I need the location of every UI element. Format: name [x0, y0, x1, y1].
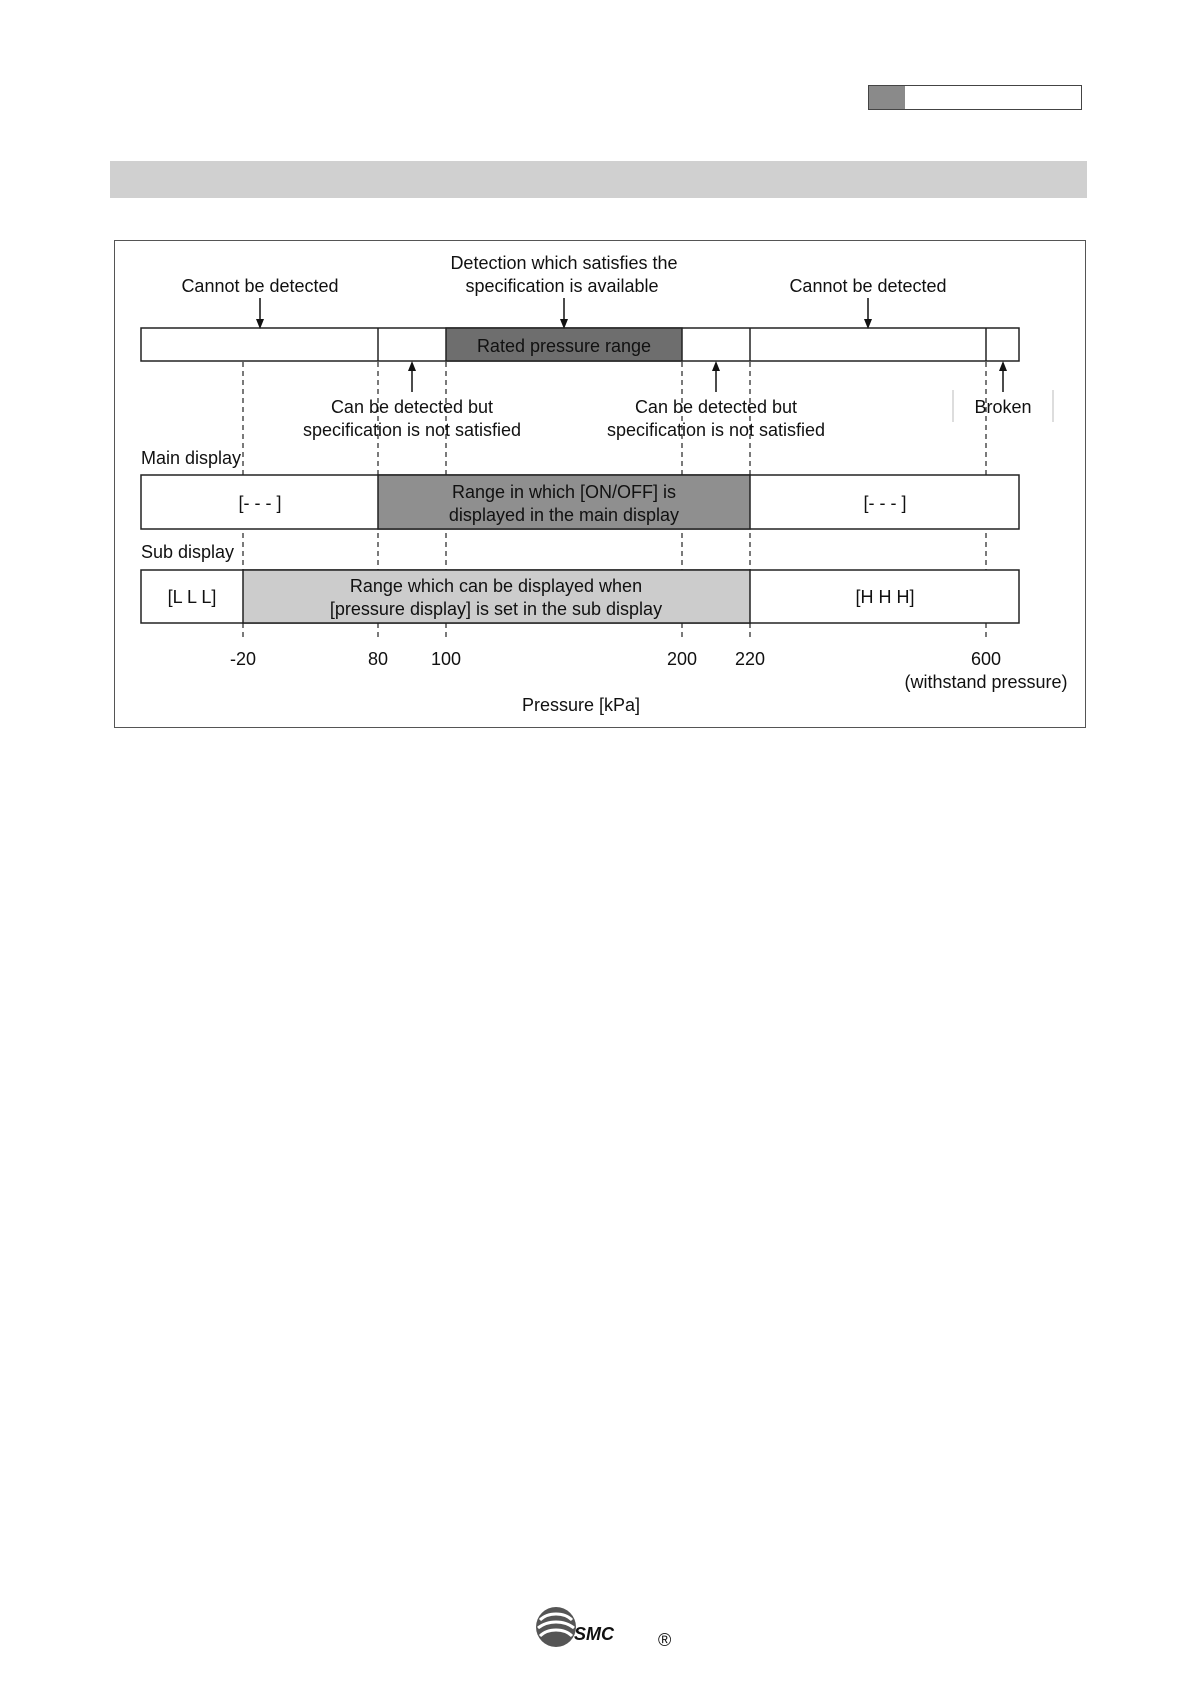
sub-display-left-indicator: [L L L] — [167, 587, 217, 607]
main-display-range-line1: Range in which [ON/OFF] is — [451, 482, 677, 502]
tick-label-600: 600 — [970, 649, 1002, 669]
main-display-range-line2: displayed in the main display — [448, 505, 680, 525]
smc-logo — [534, 1602, 672, 1652]
up-arrows — [412, 366, 1003, 392]
withstand-pressure-label: (withstand pressure) — [904, 672, 1068, 692]
cannot-detect-right-label: Cannot be detected — [789, 276, 947, 296]
down-arrows — [260, 298, 868, 324]
sub-display-title: Sub display — [141, 542, 235, 562]
sub-display-range-line2: [pressure display] is set in the sub display — [329, 599, 663, 619]
tick-label-200: 200 — [666, 649, 698, 669]
detection-available-label-line1: Detection which satisfies the — [450, 253, 678, 273]
smc-logo-mark — [534, 1602, 672, 1652]
tick-label-100: 100 — [430, 649, 462, 669]
main-display-bar — [141, 475, 1019, 529]
tick-label-220: 220 — [734, 649, 766, 669]
left-not-satisfied-line1: Can be detected but — [330, 397, 494, 417]
left-not-satisfied-line2: specification is not satisfied — [302, 420, 522, 440]
main-display-title: Main display — [141, 448, 242, 468]
axis-xlabel: Pressure [kPa] — [521, 695, 641, 715]
sub-display-range-line1: Range which can be displayed when — [349, 576, 643, 596]
cannot-detect-left-label: Cannot be detected — [181, 276, 339, 296]
main-display-left-indicator: [- - - ] — [238, 493, 282, 513]
svg-text:®: ® — [658, 1630, 672, 1650]
axis-tick-labels — [230, 649, 1001, 669]
right-not-satisfied-line2: specification is not satisfied — [606, 420, 826, 440]
smc-logo-text: SMC — [574, 1624, 614, 1644]
sub-display-right-indicator: [H H H] — [855, 587, 915, 607]
pressure-range-diagram — [0, 0, 1191, 800]
rated-pressure-range-label: Rated pressure range — [476, 336, 652, 356]
tick-label-80: 80 — [367, 649, 389, 669]
detection-range-bar — [141, 328, 1019, 361]
broken-label: Broken — [974, 397, 1032, 417]
right-not-satisfied-line1: Can be detected but — [634, 397, 798, 417]
sub-display-bar — [141, 570, 1019, 623]
detection-available-label-line2: specification is available — [465, 276, 659, 296]
main-display-right-indicator: [- - - ] — [863, 493, 907, 513]
tick-label-minus20: -20 — [229, 649, 257, 669]
